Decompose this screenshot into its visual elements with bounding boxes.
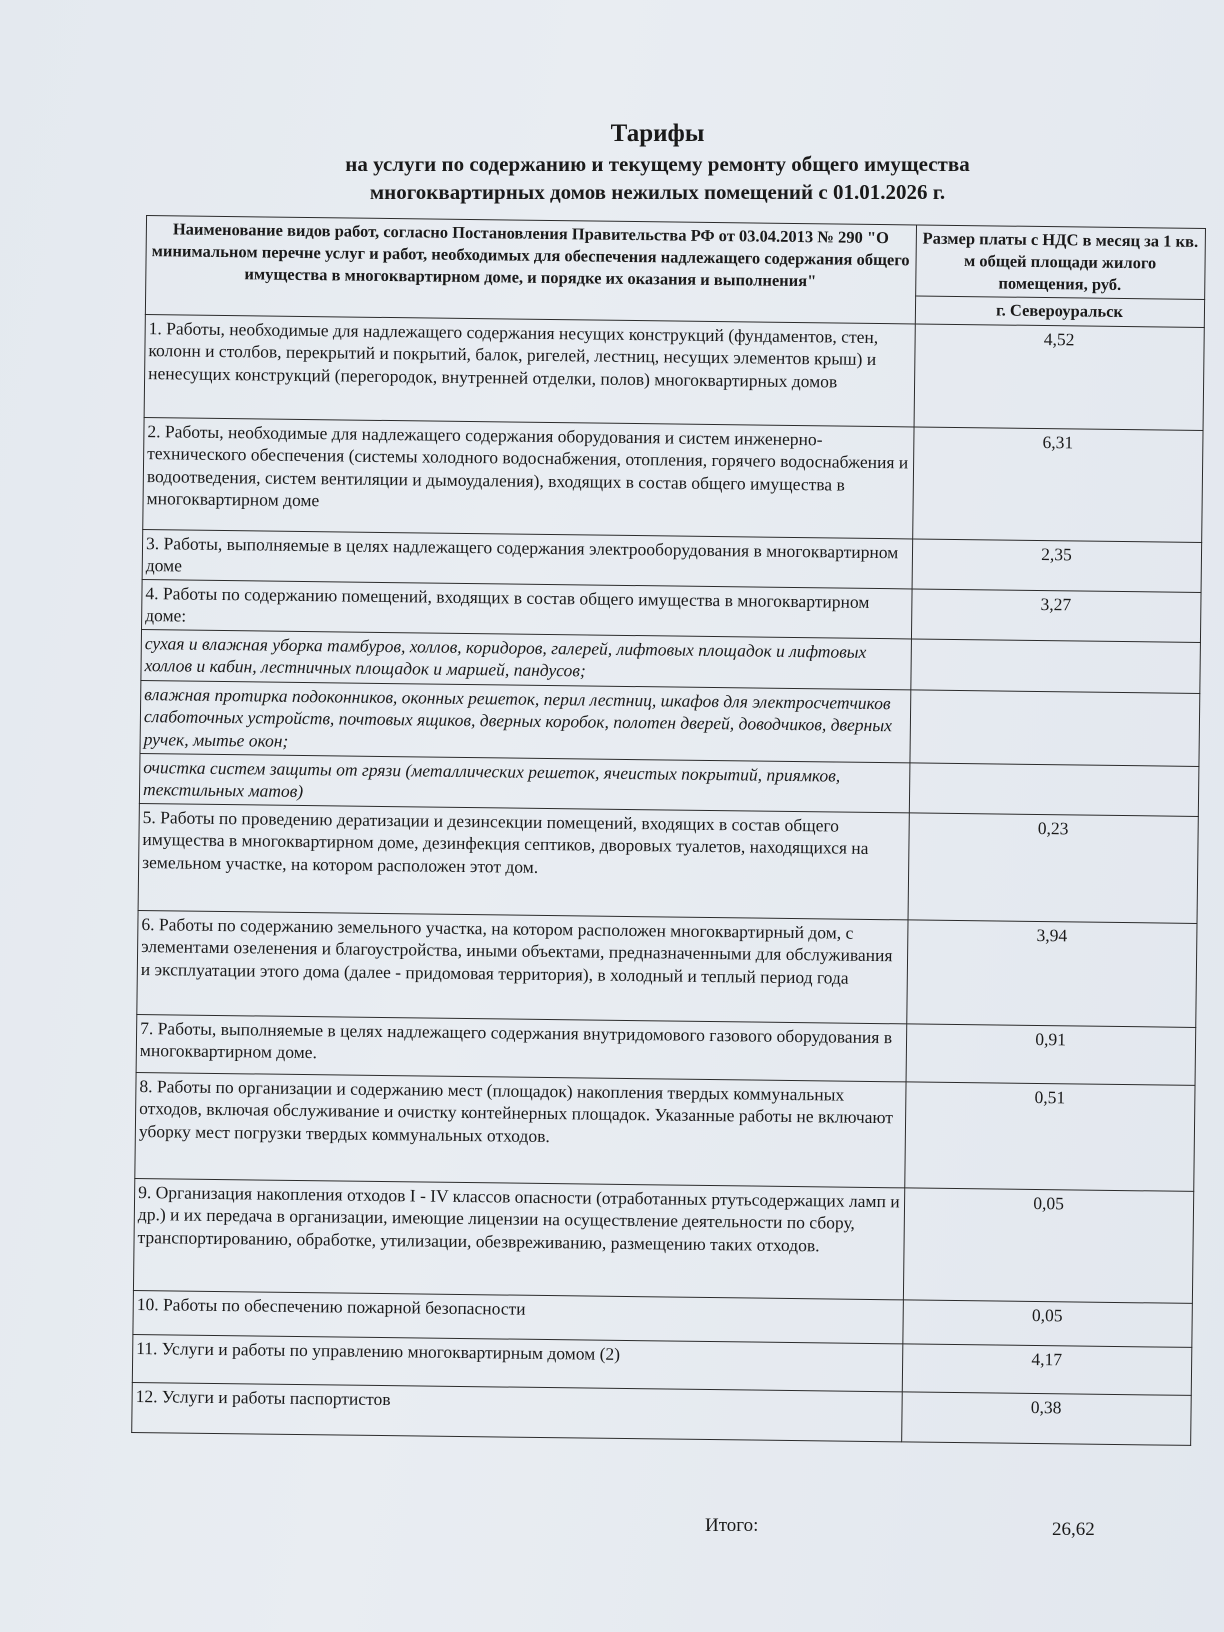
row-description: 2. Работы, необходимые для надлежащего содержания оборудования и систем инженерно-технического обеспечения (системы холодного водоснабжения, отопления, горячего водоснабжения и водоотведения, систем вентиляции и дымоудаления), входящих в состав общего имущества в многоквартирном доме xyxy=(143,417,914,538)
row-value: 4,17 xyxy=(902,1343,1191,1395)
row-value: 2,35 xyxy=(912,538,1202,592)
row-description: 10. Работы по обеспечению пожарной безопасности xyxy=(133,1290,904,1343)
row-value: 3,27 xyxy=(912,588,1202,642)
row-description: сухая и влажная уборка тамбуров, холлов, коридоров, галерей, лифтовых площадок и лифтовых холлов и кабин, лестничных площадок и маршей, пандусов; xyxy=(141,629,912,689)
row-description: влажная протирка подоконников, оконных решеток, перил лестниц, шкафов для электросчетчиков слаботочных устройств, почтовых ящиков, дверных коробок, полотен дверей, доводчиков, дверных ручек, мытье окон; xyxy=(140,680,911,762)
row-description: 9. Организация накопления отходов I - IV классов опасности (отработанных ртутьсодержащих ламп и др.) и их передача в организации, имеющие лицензии на осуществление деятельности по сбору, транспортированию, обработке, утилизации, обезвреживанию, размещению таких отходов. xyxy=(133,1178,904,1299)
table-row xyxy=(137,910,1197,1027)
table-row xyxy=(133,1178,1193,1303)
row-value xyxy=(909,762,1199,816)
table-row xyxy=(138,803,1198,923)
total-value: 26,62 xyxy=(1052,1519,1095,1540)
document-title: Тарифы xyxy=(610,120,705,147)
row-value: 0,38 xyxy=(902,1391,1192,1445)
row-value xyxy=(910,689,1200,766)
tariff-table xyxy=(131,215,1206,1445)
header-city: г. Североуральск xyxy=(915,296,1204,327)
document-subtitle-line-1: на услуги по содержанию и текущему ремонту общего имущества xyxy=(345,152,970,176)
document-subtitle-line-2: многоквартирных домов нежилых помещений с 01.01.2026 г. xyxy=(369,180,946,204)
header-work-types: Наименование видов работ, согласно Постановления Правительства РФ от 03.04.2013 № 290 "О минимальном перечне услуг и работ, необходимых для обеспечения надлежащего содержания общего имущества в многоквартирном доме, и порядке их оказания и выполнения" xyxy=(145,216,916,324)
row-description: 5. Работы по проведению дератизации и дезинсекции помещений, входящих в состав общего имущества в многоквартирном доме, дезинфекция септиков, дворовых туалетов, находящихся на земельном участке, на котором расположен этот дом. xyxy=(138,803,909,919)
row-value: 0,23 xyxy=(908,812,1198,923)
row-description: 8. Работы по организации и содержанию мест (площадок) накопления твердых коммунальных отходов, включая обслуживание и очистку контейнерных площадок. Указанные работы не включают уборку мест погрузки твердых коммунальных отходов. xyxy=(135,1072,906,1187)
table-row xyxy=(144,314,1204,430)
table-row-subitem xyxy=(140,680,1200,766)
row-description: очистка систем защиты от грязи (металлических решеток, ячеистых покрытий, приямков, текстильных матов) xyxy=(139,753,910,812)
row-value: 0,05 xyxy=(903,1299,1192,1347)
row-description: 7. Работы, выполняемые в целях надлежащего содержания внутридомового газового оборудования в многоквартирном доме. xyxy=(136,1014,907,1081)
row-value: 4,52 xyxy=(914,323,1204,430)
table-row xyxy=(135,1072,1195,1191)
row-value: 0,05 xyxy=(903,1187,1193,1303)
row-description: 6. Работы по содержанию земельного участка, на котором расположен многоквартирный дом, с элементами озеленения и благоустройства, иными объектами, предназначенными для обслуживания и эксплуатации этого дома (далее - придомовая территория), в холодный и теплый период года xyxy=(137,910,908,1023)
row-description: 1. Работы, необходимые для надлежащего содержания несущих конструкций (фундаментов, стен, колонн и столбов, перекрытий и покрытий, балок, ригелей, лестниц, несущих элементов крыш) и ненесущих конструкций (перегородок, внутренней отделки, полов) многоквартирных домов xyxy=(144,314,915,426)
header-fee-size: Размер платы с НДС в месяц за 1 кв. м общей площади жилого помещения, руб. xyxy=(916,225,1206,300)
row-description: 3. Работы, выполняемые в целях надлежащего содержания электрооборудования в многоквартирном доме xyxy=(142,529,913,588)
table-header-row xyxy=(146,216,1206,300)
row-value: 0,51 xyxy=(905,1081,1195,1191)
row-description: 4. Работы по содержанию помещений, входящих в состав общего имущества в многоквартирном доме: xyxy=(142,579,913,638)
row-value: 6,31 xyxy=(913,426,1203,542)
row-description: 12. Услуги и работы паспортистов xyxy=(132,1382,903,1441)
row-value xyxy=(911,638,1201,693)
row-description: 11. Услуги и работы по управлению многоквартирным домом (2) xyxy=(132,1334,903,1391)
row-value: 0,91 xyxy=(906,1023,1196,1085)
table-row xyxy=(143,417,1203,542)
total-label: Итого: xyxy=(705,1515,759,1536)
row-value: 3,94 xyxy=(907,919,1197,1027)
